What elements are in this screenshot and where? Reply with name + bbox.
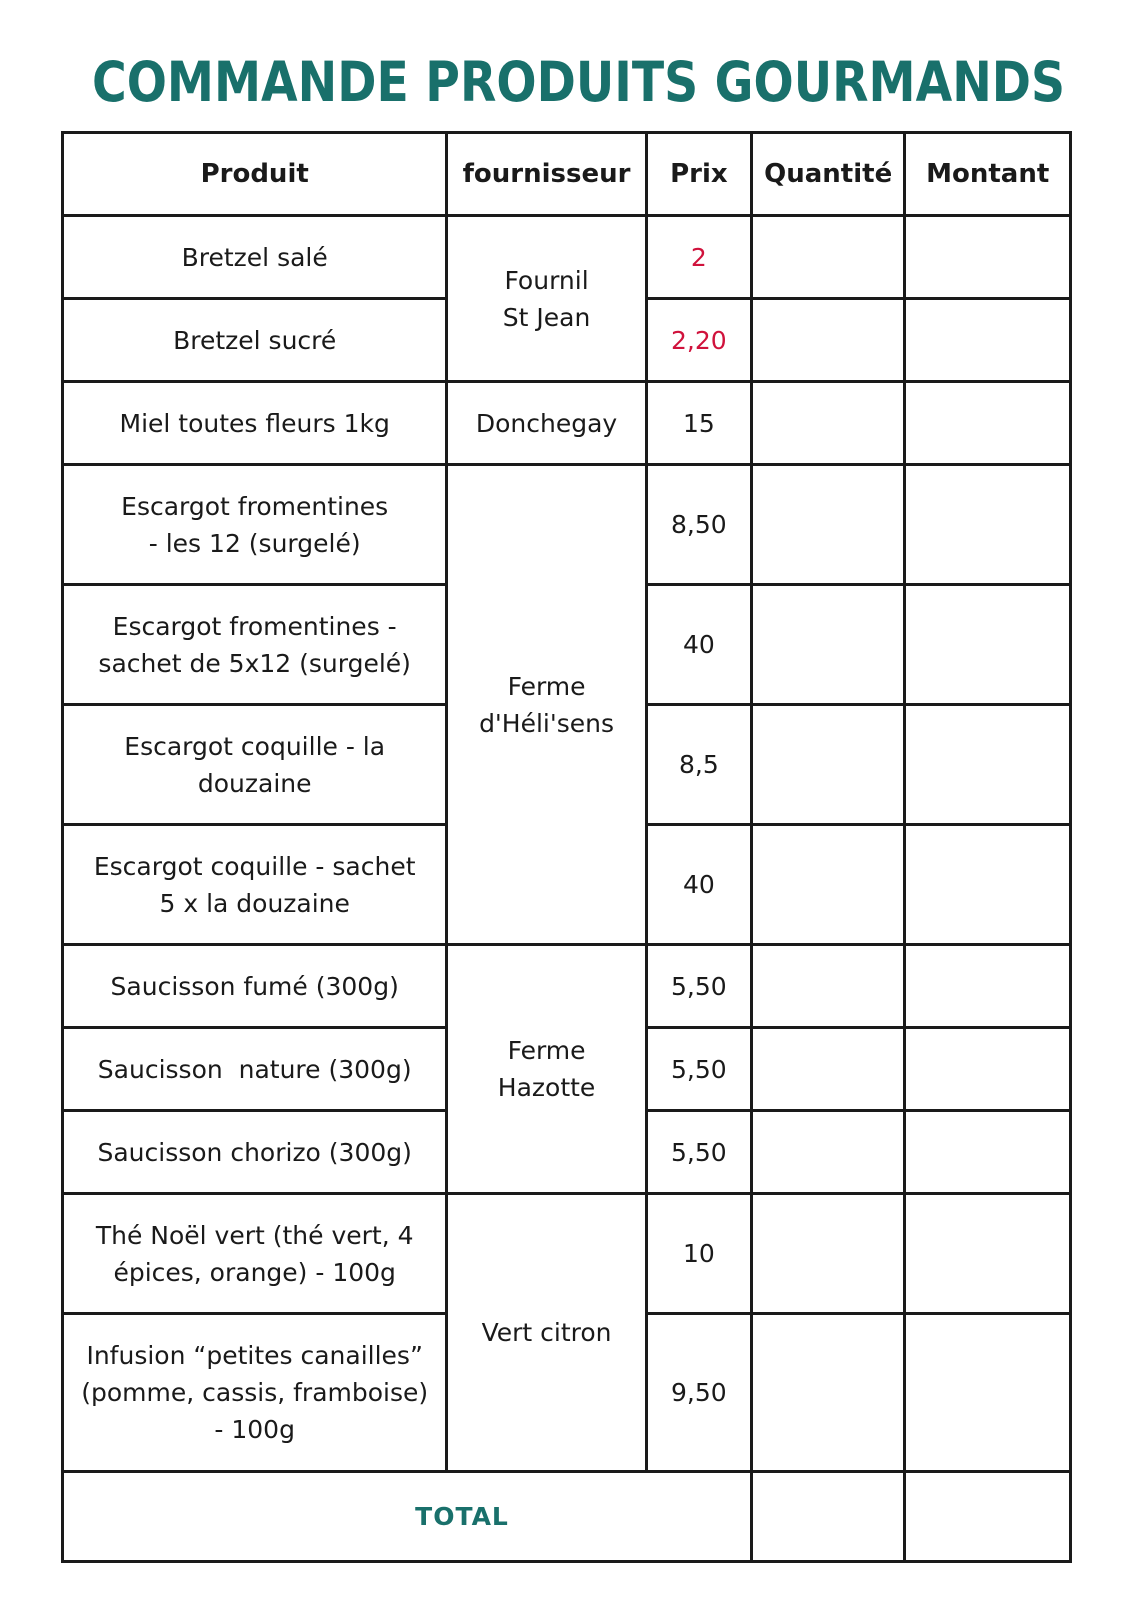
product-line: Infusion “petites canailles” (86, 1341, 423, 1370)
price-cell: 40 (646, 825, 751, 945)
price-cell: 5,50 (646, 945, 751, 1028)
amount-cell[interactable] (905, 1194, 1071, 1314)
table-row (63, 1194, 1071, 1314)
supplier-name-line: Fournil (504, 265, 589, 295)
price-cell: 8,50 (646, 465, 751, 585)
quantity-cell[interactable] (752, 216, 905, 299)
table-row (63, 945, 1071, 1028)
product-cell: Bretzel salé (63, 216, 447, 299)
supplier-cell: Donchegay (447, 382, 646, 465)
supplier-name-line: Ferme (507, 671, 586, 701)
total-quantity-cell[interactable] (752, 1472, 905, 1562)
product-line: sachet de 5x12 (surgelé) (98, 648, 411, 678)
amount-cell[interactable] (905, 705, 1071, 825)
header-produit: Produit (63, 133, 447, 216)
product-line: 5 x la douzaine (159, 888, 350, 918)
product-line: Escargot coquille - sachet (93, 851, 416, 881)
amount-cell[interactable] (905, 216, 1071, 299)
amount-cell[interactable] (905, 585, 1071, 705)
quantity-cell[interactable] (752, 1111, 905, 1194)
amount-cell[interactable] (905, 1111, 1071, 1194)
header-fournisseur: fournisseur (447, 133, 646, 216)
product-cell: Saucisson fumé (300g) (63, 945, 447, 1028)
product-cell (63, 825, 447, 945)
amount-cell[interactable] (905, 1028, 1071, 1111)
table-row (63, 465, 1071, 585)
amount-cell[interactable] (905, 382, 1071, 465)
product-line: épices, orange) - 100g (113, 1257, 396, 1287)
quantity-cell[interactable] (752, 585, 905, 705)
product-cell: Saucisson nature (300g) (63, 1028, 447, 1111)
product-cell (63, 1314, 447, 1472)
supplier-name-line: Ferme (507, 1036, 586, 1065)
quantity-cell[interactable] (752, 382, 905, 465)
supplier-name-line: Hazotte (497, 1073, 596, 1102)
supplier-cell (447, 945, 646, 1194)
amount-cell[interactable] (905, 825, 1071, 945)
header-prix: Prix (646, 133, 751, 216)
supplier-cell: Vert citron (447, 1194, 646, 1472)
amount-cell[interactable] (905, 1314, 1071, 1472)
quantity-cell[interactable] (752, 1194, 905, 1314)
quantity-cell[interactable] (752, 465, 905, 585)
amount-cell[interactable] (905, 299, 1071, 382)
header-montant: Montant (905, 133, 1071, 216)
header-quantite: Quantité (752, 133, 905, 216)
product-line: douzaine (197, 768, 312, 798)
supplier-name-line: St Jean (502, 302, 591, 332)
product-line: - 100g (214, 1415, 295, 1444)
supplier-name-line: d'Héli'sens (479, 708, 615, 738)
product-line: Escargot fromentines - (112, 611, 397, 641)
price-cell: 2,20 (646, 299, 751, 382)
amount-cell[interactable] (905, 465, 1071, 585)
amount-cell[interactable] (905, 945, 1071, 1028)
total-row (63, 1472, 1071, 1562)
supplier-cell (447, 216, 646, 382)
product-line: (pomme, cassis, framboise) (81, 1378, 429, 1407)
quantity-cell[interactable] (752, 1314, 905, 1472)
total-amount-cell[interactable] (905, 1472, 1071, 1562)
product-cell (63, 705, 447, 825)
product-cell (63, 585, 447, 705)
price-cell: 9,50 (646, 1314, 751, 1472)
quantity-cell[interactable] (752, 1028, 905, 1111)
supplier-cell (447, 465, 646, 945)
product-line: Thé Noël vert (thé vert, 4 (95, 1220, 414, 1250)
price-cell: 10 (646, 1194, 751, 1314)
price-cell: 40 (646, 585, 751, 705)
price-cell: 8,5 (646, 705, 751, 825)
product-cell: Saucisson chorizo (300g) (63, 1111, 447, 1194)
table-row (63, 216, 1071, 299)
page-title: COMMANDE PRODUITS GOURMANDS (92, 50, 1066, 114)
total-label: TOTAL (63, 1472, 752, 1562)
quantity-cell[interactable] (752, 299, 905, 382)
price-cell: 5,50 (646, 1028, 751, 1111)
quantity-cell[interactable] (752, 945, 905, 1028)
product-cell (63, 1194, 447, 1314)
table-header-row (63, 133, 1071, 216)
quantity-cell[interactable] (752, 705, 905, 825)
product-line: Escargot fromentines (121, 491, 389, 521)
price-cell: 5,50 (646, 1111, 751, 1194)
product-cell (63, 465, 447, 585)
price-cell: 2 (646, 216, 751, 299)
product-cell: Bretzel sucré (63, 299, 447, 382)
product-line: Escargot coquille - la (124, 731, 386, 761)
table-row (63, 382, 1071, 465)
order-table (61, 131, 1072, 1563)
price-cell: 15 (646, 382, 751, 465)
product-cell: Miel toutes fleurs 1kg (63, 382, 447, 465)
quantity-cell[interactable] (752, 825, 905, 945)
product-line: - les 12 (surgelé) (148, 528, 361, 558)
